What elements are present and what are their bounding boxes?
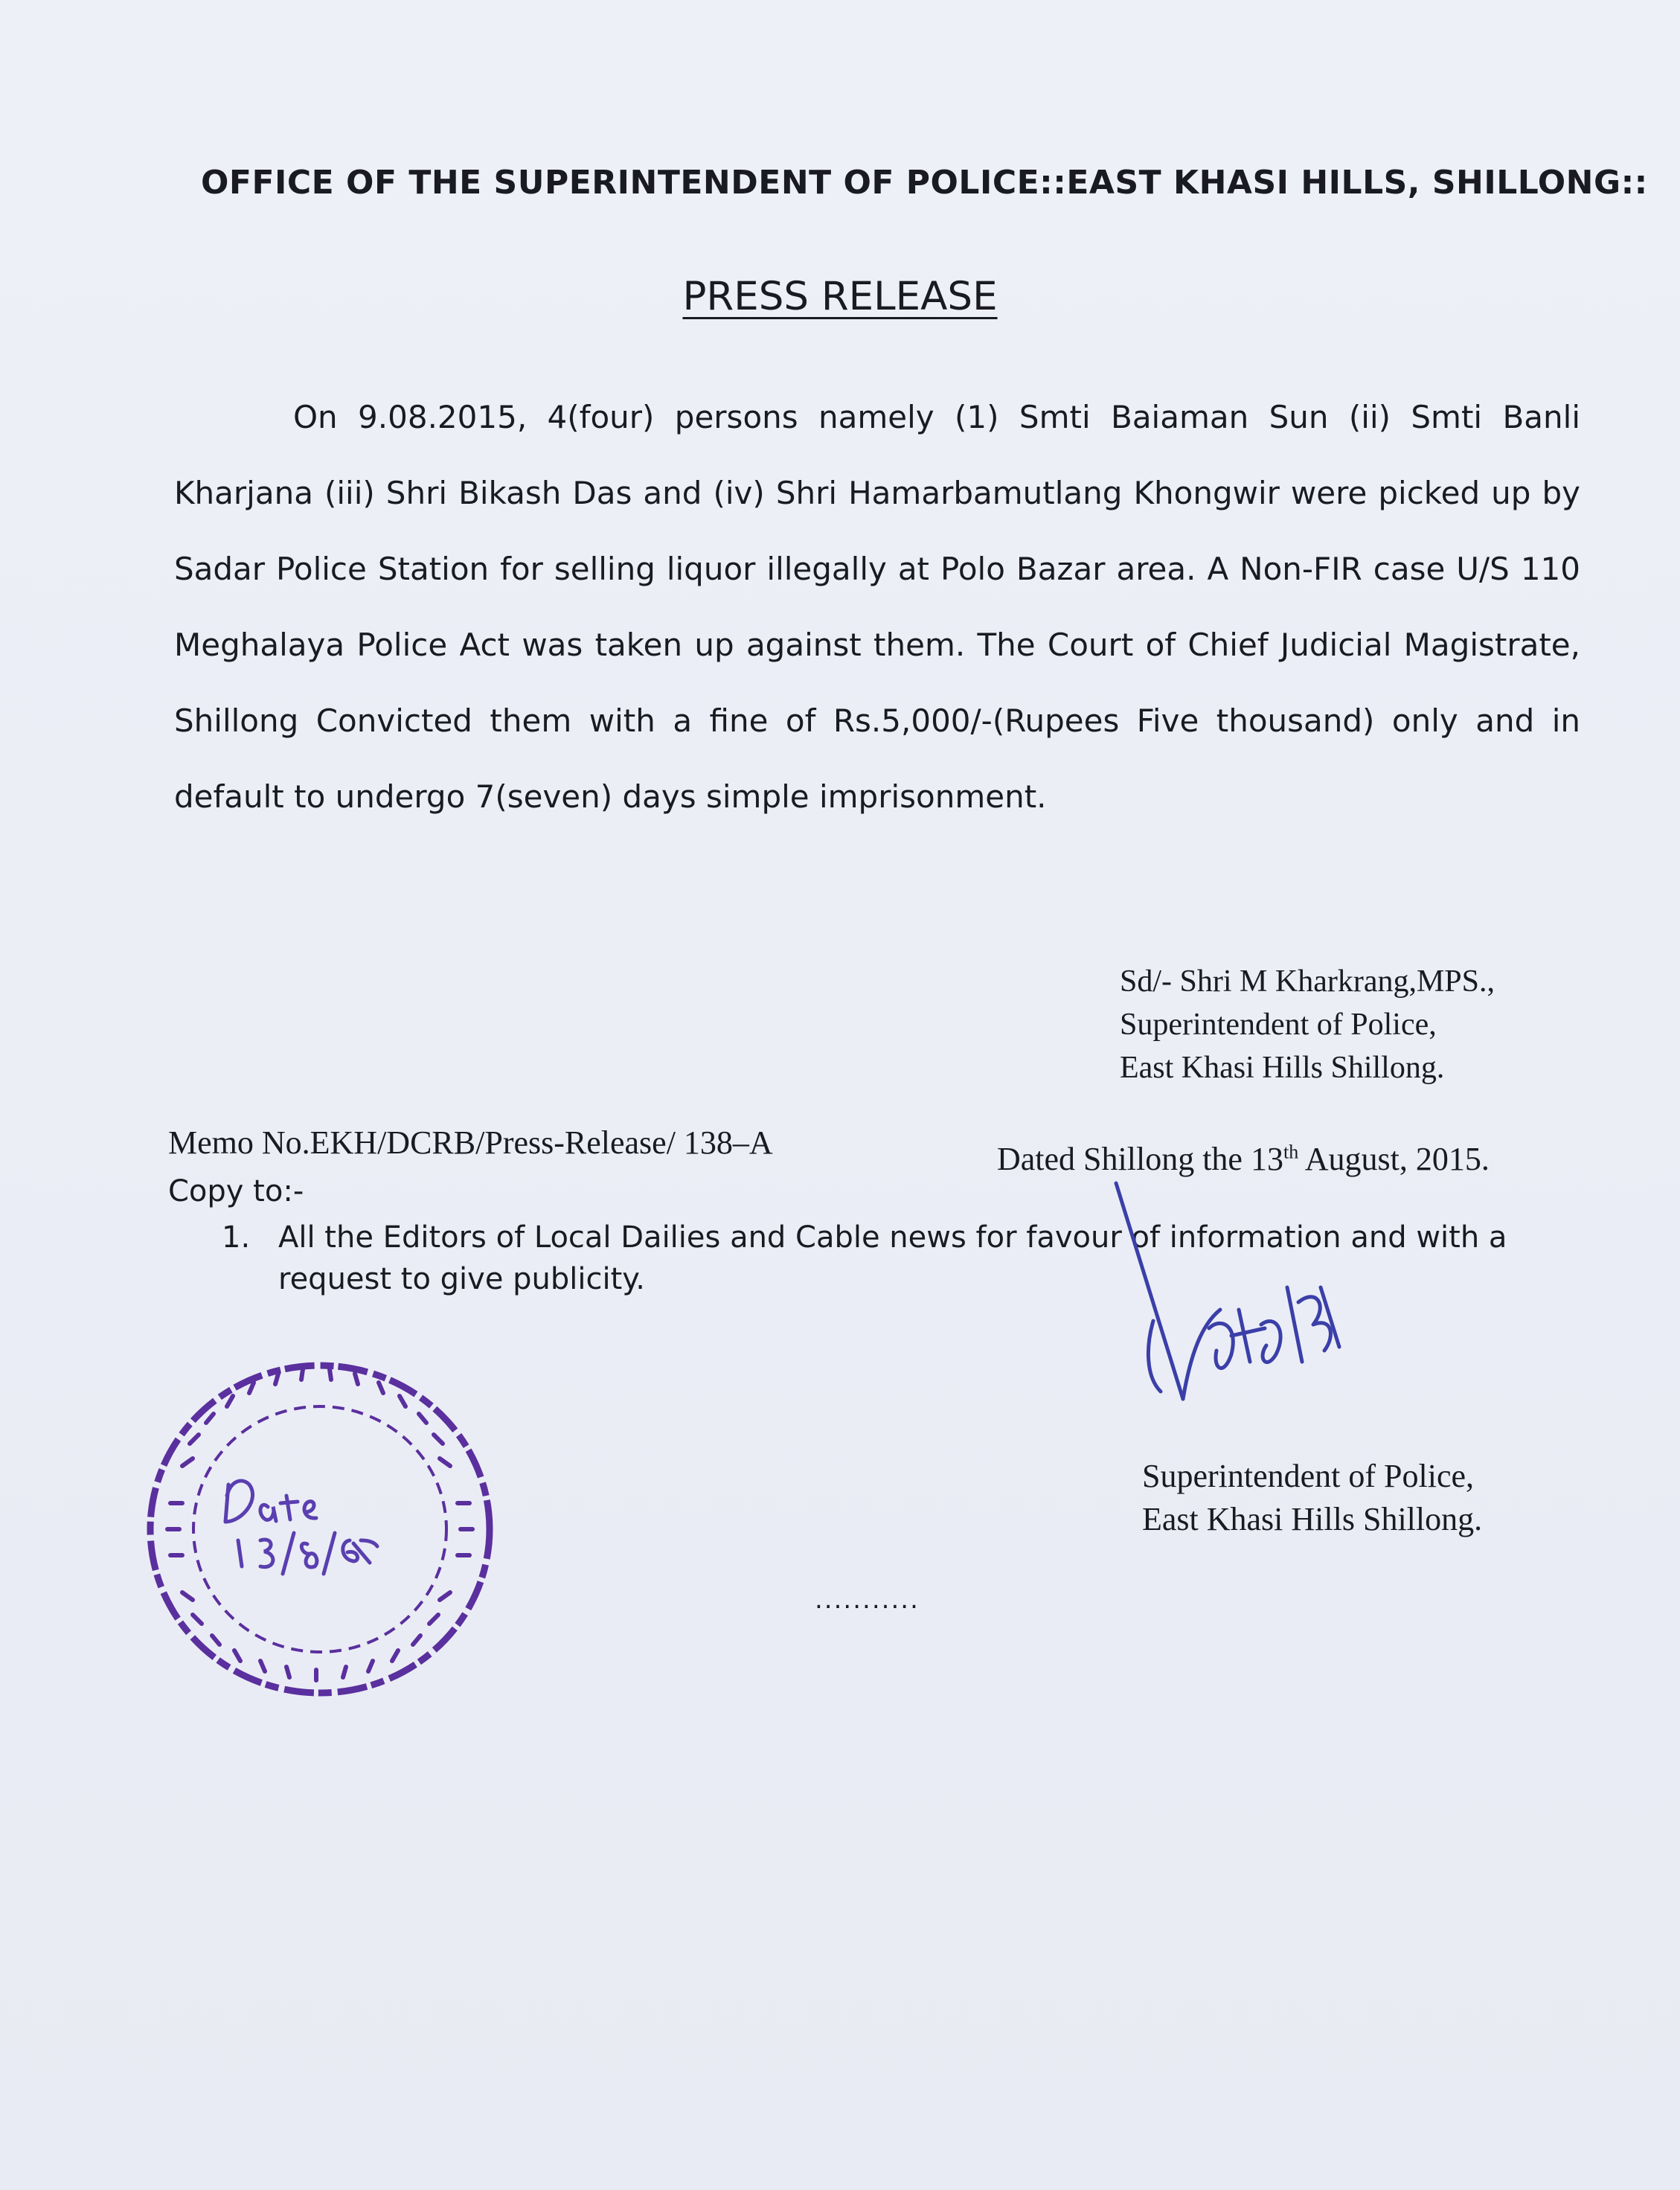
dated-prefix: Dated Shillong the 13: [997, 1141, 1283, 1177]
signatory-name: Sd/- Shri M Kharkrang,MPS.,: [1120, 964, 1495, 999]
office-heading: OFFICE OF THE SUPERINTENDENT OF POLICE::EAST KHASI HILLS, SHILLONG::: [201, 164, 1648, 202]
closing-designation: Superintendent of Police,: [1142, 1458, 1475, 1494]
dated-suffix: August, 2015.: [1298, 1141, 1490, 1177]
signatory-block: [1120, 960, 1495, 1089]
dated-line: [997, 1140, 1490, 1178]
press-release-title: PRESS RELEASE: [682, 274, 998, 319]
memo-number: Memo No.EKH/DCRB/Press-Release/ 138–A: [168, 1124, 773, 1161]
end-marker: ...........: [815, 1585, 920, 1615]
closing-location: East Khasi Hills Shillong.: [1142, 1501, 1483, 1537]
copy-list: [222, 1217, 1583, 1300]
office-stamp: [138, 1354, 510, 1712]
list-item-text: All the Editors of Local Dailies and Cable news for favour of information and with a request to give publicity.: [278, 1220, 1507, 1296]
list-item: [222, 1217, 1583, 1300]
list-item-number: 1.: [222, 1220, 251, 1255]
copy-to-label: Copy to:-: [168, 1174, 304, 1208]
handwritten-signature: [1071, 1176, 1354, 1421]
closing-signatory-block: [1142, 1455, 1482, 1541]
signatory-designation: Superintendent of Police,: [1120, 1008, 1437, 1042]
signatory-location: East Khasi Hills Shillong.: [1120, 1051, 1445, 1085]
press-release-body: On 9.08.2015, 4(four) persons namely (1) Smti Baiaman Sun (ii) Smti Banli Kharjana (iii) Shri Bikash Das and (iv) Shri Hamarbamutlang Khongwir were picked up by Sadar Police Station for selling liquor illegally at Polo Bazar area. A Non-FIR case U/S 110 Meghalaya Police Act was taken up against them. The Court of Chief Judicial Magistrate, Shillong Convicted them with a fine of Rs.5,000/-(Rupees Five thousand) only and in default to undergo 7(seven) days simple imprisonment.: [174, 399, 1580, 815]
dated-ordinal: th: [1283, 1141, 1299, 1163]
